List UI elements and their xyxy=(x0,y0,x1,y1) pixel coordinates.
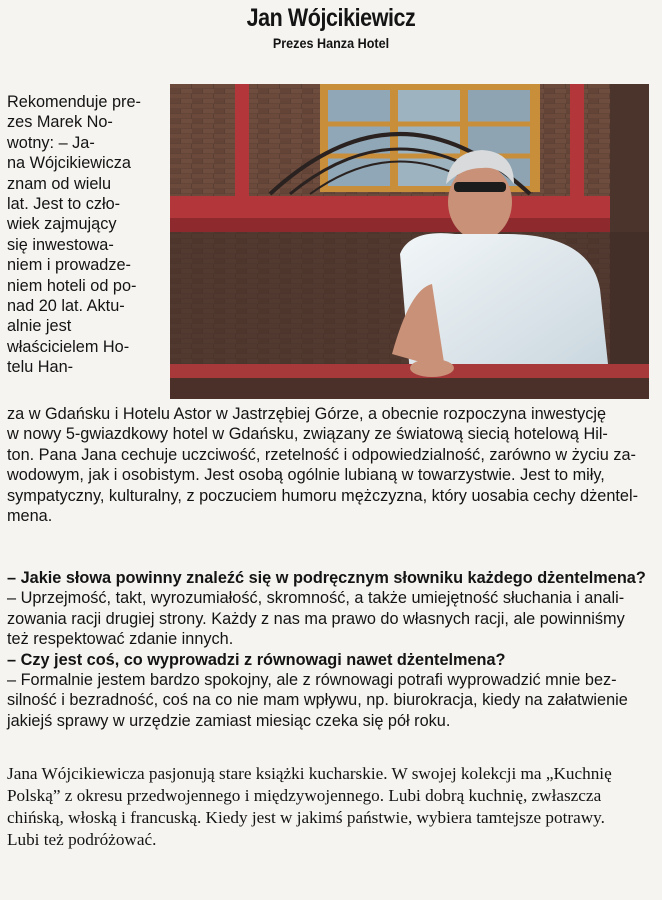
answer-line: – Formalnie jestem bardzo spokojny, ale z równowagi potrafi wyprowadzić mnie bez- xyxy=(7,671,617,690)
answer-line: – Uprzejmość, takt, wyrozumiałość, skromność, a także umiejętność słuchania i anali- xyxy=(7,589,625,608)
text-line: niem i prowadze- xyxy=(7,256,131,275)
article-title: Jan Wójcikiewicz xyxy=(246,4,416,32)
question-line: – Czy jest coś, co wyprowadzi z równowagi nawet dżentelmena? xyxy=(7,650,506,669)
text-line: niem hoteli od po- xyxy=(7,276,137,295)
text-line: w nowy 5-gwiazdkowy hotel w Gdańsku, związany ze światową siecią hotelową Hil- xyxy=(7,425,608,444)
text-line: właścicielem Ho- xyxy=(7,337,130,356)
interview-section xyxy=(7,568,657,731)
text-line: mena. xyxy=(7,507,53,526)
answer-line: jakiejś sprawy w urzędzie zamiast miesiąc czeka się pół roku. xyxy=(7,711,451,730)
question-line: – Jakie słowa powinny znaleźć się w podręcznym słowniku każdego dżentelmena? xyxy=(7,569,646,587)
text-line: wotny: – Ja- xyxy=(7,133,95,152)
answer-line: też respektować zdanie innych. xyxy=(7,630,234,649)
text-line: znam od wielu xyxy=(7,174,112,193)
closing-paragraph xyxy=(7,763,657,851)
answer-line: zowania racji drugiej strony. Każdy z nas ma prawo do własnych racji, ale powinniśmy xyxy=(7,609,625,628)
intro-column xyxy=(7,92,167,378)
text-line: lat. Jest to czło- xyxy=(7,195,121,214)
portrait-photo xyxy=(170,84,649,399)
text-line: wiek zajmujący xyxy=(7,215,117,234)
intro-paragraph xyxy=(7,404,657,526)
text-line: na Wójcikiewicza xyxy=(7,154,131,173)
text-line: sympatyczny, kulturalny, z poczuciem humoru mężczyzna, który uosabia cechy dżentel- xyxy=(7,486,639,505)
answer-line: silność i bezradność, coś na co nie mam wpływu, np. biurokracja, kiedy na załatwienie xyxy=(7,691,628,710)
text-line: się inwestowa- xyxy=(7,235,114,254)
text-line: ton. Pana Jana cechuje uczciwość, rzetelność i odpowiedzialność, zarówno w życiu za- xyxy=(7,445,636,464)
text-line: za w Gdańsku i Hotelu Astor w Jastrzębiej Górze, a obecnie rozpoczyna inwestycję xyxy=(7,405,607,423)
article-subtitle: Prezes Hanza Hotel xyxy=(272,35,390,51)
text-line: telu Han- xyxy=(7,358,74,377)
text-line: chińską, włoską i francuską. Kiedy jest w jakimś państwie, wybiera tamtejsze potrawy. xyxy=(7,808,605,827)
text-line: wodowym, jak i osobistym. Jest osobą ogólnie lubianą w towarzystwie. Jest to miły, xyxy=(7,466,605,485)
text-line: Jana Wójcikiewicza pasjonują stare książki kucharskie. W swojej kolekcji ma „Kuchnię xyxy=(7,764,612,783)
text-line: zes Marek No- xyxy=(7,113,113,132)
text-line: Polską” z okresu przedwojennego i międzywojennego. Lubi dobrą kuchnię, zwłaszcza xyxy=(7,786,602,805)
text-line: Rekomenduje pre- xyxy=(7,93,141,111)
text-line: nad 20 lat. Aktu- xyxy=(7,297,125,316)
text-line: alnie jest xyxy=(7,317,72,336)
text-line: Lubi też podróżować. xyxy=(7,830,157,849)
